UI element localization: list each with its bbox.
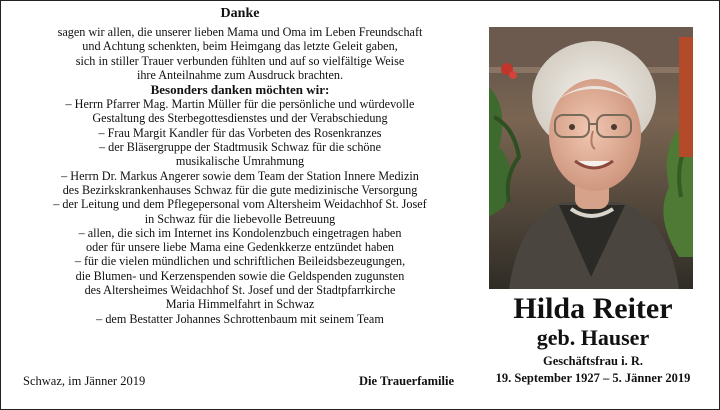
thanks-line: des Altersheimes Weidachhof St. Josef und der Stadtpfarrkirche xyxy=(84,283,396,298)
deceased-name: Hilda Reiter xyxy=(513,292,673,325)
thanks-line: – für die vielen mündlichen und schriftlichen Beileidsbezeugungen, xyxy=(74,254,406,269)
portrait-illustration xyxy=(489,27,693,289)
thanks-line: des Bezirkskrankenhauses Schwaz für die gute medizinische Versorgung xyxy=(62,182,418,197)
thank-you-text xyxy=(9,5,471,326)
intro-line: und Achtung schenkten, beim Heimgang das letzte Geleit gaben, xyxy=(82,39,398,54)
intro-line: sagen wir allen, die unserer lieben Mama und Oma im Leben Freundschaft xyxy=(57,25,423,39)
thanks-list xyxy=(9,97,471,326)
thanks-line: in Schwaz für die liebevolle Betreuung xyxy=(144,211,336,226)
place-and-date: Schwaz, im Jänner 2019 xyxy=(23,374,146,388)
thanks-line: – Herrn Pfarrer Mag. Martin Müller für die persönliche und würdevolle xyxy=(65,97,415,112)
family-signature: Die Trauerfamilie xyxy=(359,374,454,388)
thanks-line: – der Leitung und dem Pflegepersonal vom Altersheim Weidachhof St. Josef xyxy=(53,197,427,212)
special-thanks-heading: Besonders danken möchten wir: xyxy=(150,82,330,98)
thanks-line: oder für unsere liebe Mama eine Gedenkkerze entzündet haben xyxy=(86,240,394,255)
notice-heading: Danke xyxy=(220,6,260,21)
intro-line: sich in stiller Trauer verbunden fühlten und auf so vielfältige Weise xyxy=(75,53,405,68)
deceased-info xyxy=(475,293,711,386)
thanks-line: – dem Bestatter Johannes Schrottenbaum mit seinem Team xyxy=(96,311,384,326)
occupation: Geschäftsfrau i. R. xyxy=(543,354,643,368)
thanks-line: Gestaltung des Sterbegottesdienstes und der Verabschiedung xyxy=(92,111,388,126)
thanks-line: – allen, die sich im Internet ins Kondolenzbuch eingetragen haben xyxy=(78,225,402,240)
intro-paragraph xyxy=(9,25,471,82)
life-dates: 19. September 1927 – 5. Jänner 2019 xyxy=(495,371,691,385)
thanks-line: – Herrn Dr. Markus Angerer sowie dem Team der Station Innere Medizin xyxy=(61,168,419,183)
maiden-name: geb. Hauser xyxy=(536,325,650,350)
intro-line: ihre Anteilnahme zum Ausdruck brachten. xyxy=(136,67,344,82)
thanks-line: musikalische Umrahmung xyxy=(175,154,305,169)
thanks-line: – Frau Margit Kandler für das Vorbeten des Rosenkranzes xyxy=(98,125,382,140)
thanks-line: die Blumen- und Kerzenspenden sowie die Geldspenden zugunsten xyxy=(75,268,405,283)
thanks-line: – der Bläsergruppe der Stadtmusik Schwaz für die schöne xyxy=(98,140,382,155)
portrait-photo xyxy=(489,27,693,289)
thanks-line: Maria Himmelfahrt in Schwaz xyxy=(165,297,315,312)
